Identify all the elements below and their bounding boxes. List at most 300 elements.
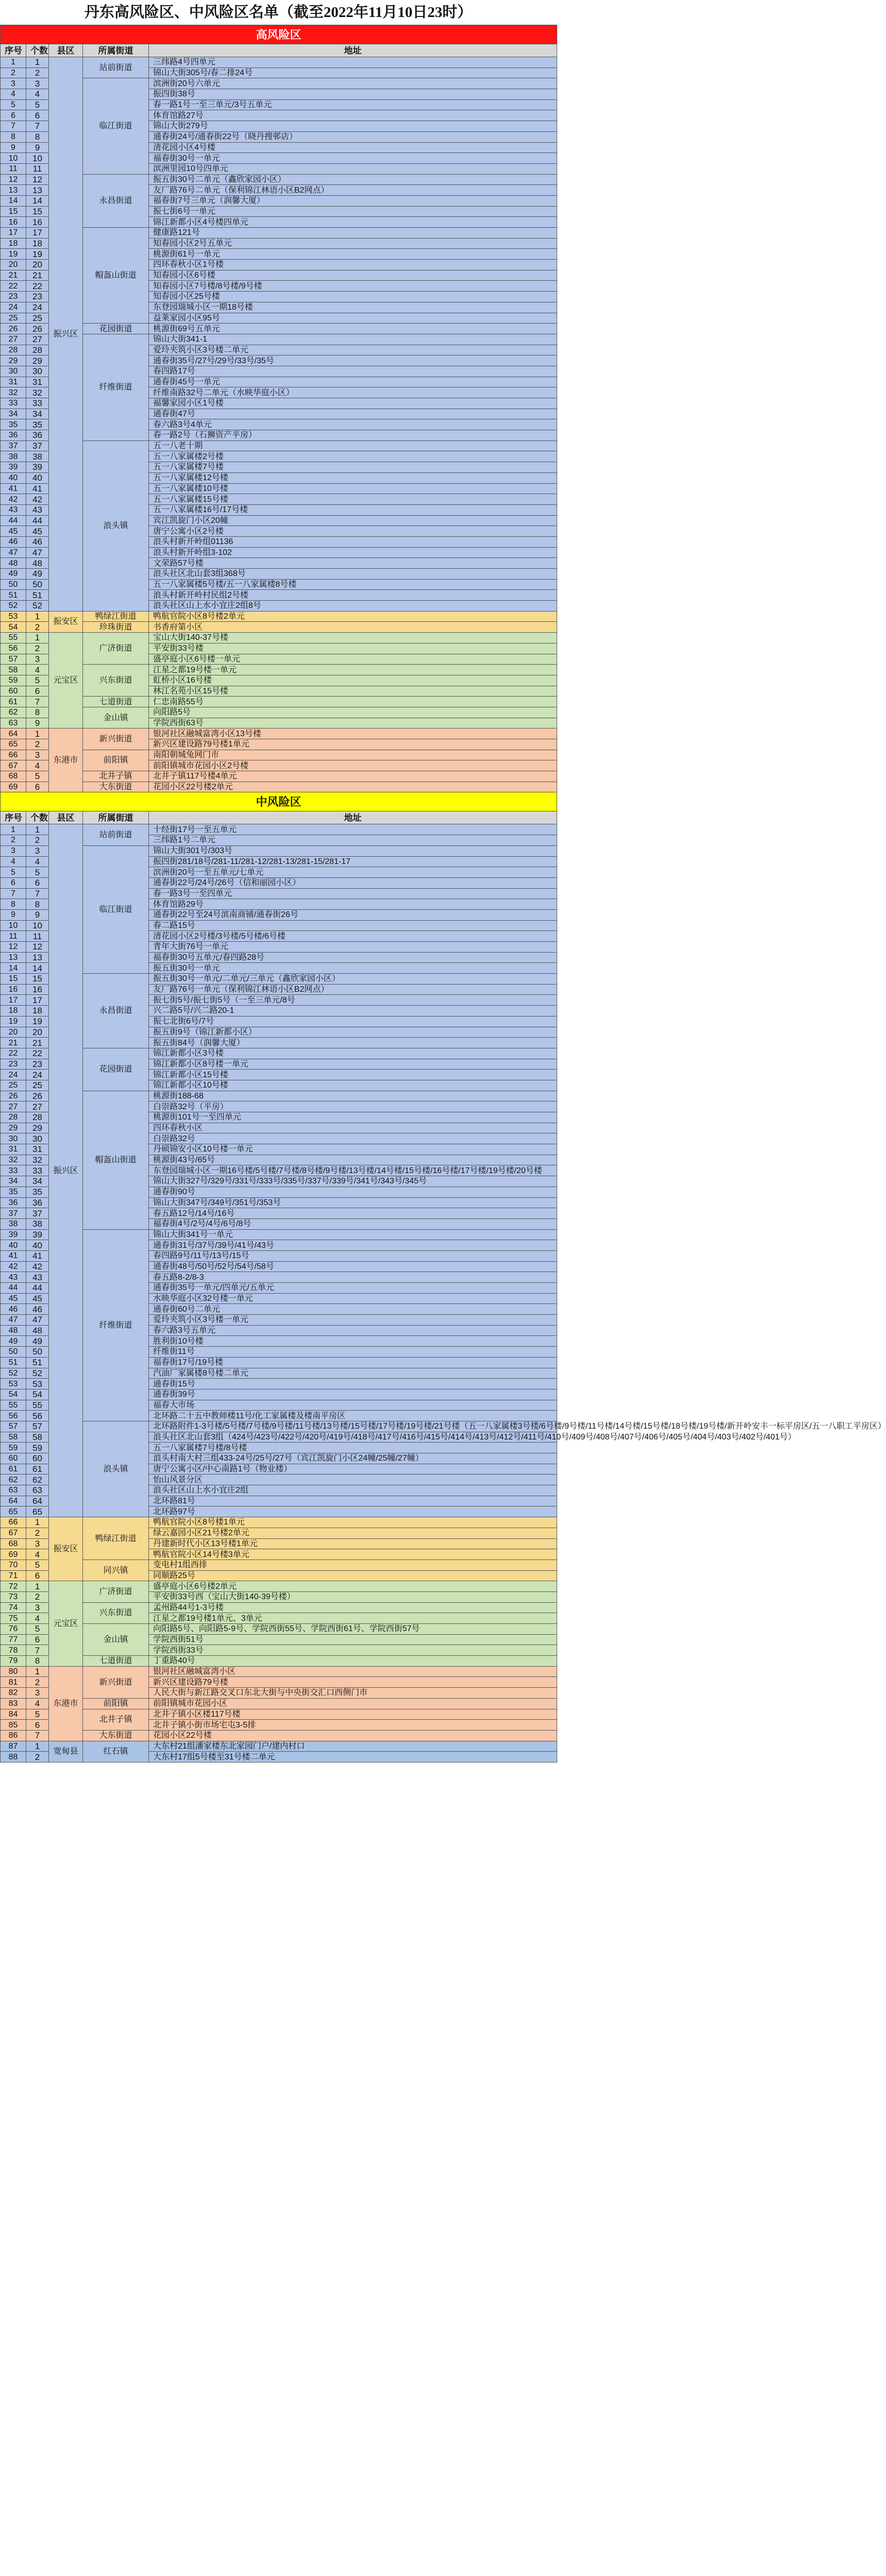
street-cell: 鸭绿江街道 (83, 611, 149, 622)
seq-cell: 45 (1, 526, 26, 537)
seq-cell: 44 (1, 515, 26, 526)
street-cell: 大东街道 (83, 782, 149, 792)
count-cell: 8 (26, 707, 49, 718)
table-row (1, 1656, 557, 1667)
street-cell: 纤维街道 (83, 334, 149, 440)
county-cell: 东港市 (49, 728, 83, 792)
count-cell: 18 (26, 238, 49, 249)
address-cell: 四环春秋小区 (149, 1123, 557, 1133)
seq-cell: 63 (1, 718, 26, 728)
section-band-row (1, 792, 557, 811)
seq-cell: 32 (1, 387, 26, 398)
table-row (1, 1048, 557, 1059)
address-cell: 福春大市场 (149, 1400, 557, 1411)
count-cell: 31 (26, 377, 49, 387)
address-cell: 五一八家属楼16号/17号楼 (149, 504, 557, 515)
count-cell: 2 (26, 1677, 49, 1688)
table-body (1, 25, 886, 1762)
seq-cell: 80 (1, 1666, 26, 1677)
count-cell: 38 (26, 451, 49, 462)
address-cell: 东登园瑞城小区一期18号楼 (149, 302, 557, 313)
address-cell: 健康路121号 (149, 228, 557, 239)
seq-cell: 33 (1, 1165, 26, 1176)
seq-cell: 62 (1, 707, 26, 718)
count-cell: 8 (26, 899, 49, 910)
seq-cell: 81 (1, 1677, 26, 1688)
count-cell: 4 (26, 1613, 49, 1624)
seq-cell: 29 (1, 355, 26, 366)
count-cell: 5 (26, 1560, 49, 1570)
address-cell: 益莱家园小区95号 (149, 313, 557, 324)
count-cell: 34 (26, 409, 49, 419)
address-cell: 五一八家属楼12号楼 (149, 472, 557, 483)
seq-cell: 67 (1, 760, 26, 771)
address-cell: 三纬路4号四单元 (149, 57, 557, 68)
seq-cell: 1 (1, 824, 26, 835)
seq-cell: 34 (1, 1176, 26, 1187)
header-address: 地址 (149, 44, 557, 57)
table-row (1, 665, 557, 675)
risk-area-table (0, 25, 886, 1762)
count-cell: 51 (26, 1357, 49, 1368)
address-cell: 大东村21组潘家楼东北家园门户/建内村口 (149, 1741, 557, 1752)
street-cell: 金山镇 (83, 1624, 149, 1656)
street-cell: 帽盔山街道 (83, 228, 149, 324)
count-cell: 5 (26, 771, 49, 782)
count-cell: 3 (26, 654, 49, 665)
address-cell: 书香府第小区 (149, 622, 557, 633)
address-cell: 水映华庭小区32号楼一单元 (149, 1293, 557, 1304)
count-cell: 51 (26, 590, 49, 601)
table-row (1, 1560, 557, 1570)
count-cell: 41 (26, 483, 49, 494)
count-cell: 5 (26, 1624, 49, 1635)
count-cell: 41 (26, 1250, 49, 1261)
count-cell: 6 (26, 110, 49, 121)
seq-cell: 31 (1, 1144, 26, 1155)
address-cell: 新兴区建设路79号楼1单元 (149, 739, 557, 750)
header-county: 县区 (49, 44, 83, 57)
address-cell: 学院西街33号 (149, 1645, 557, 1656)
seq-cell: 51 (1, 590, 26, 601)
address-cell: 向阳路5号、向阳路5-9号、学院西街55号、学院西街61号、学院西街57号 (149, 1624, 557, 1635)
address-cell: 知春园小区25号楼 (149, 292, 557, 302)
count-cell: 37 (26, 440, 49, 451)
seq-cell: 26 (1, 1091, 26, 1101)
address-cell: 学院西街51号 (149, 1634, 557, 1645)
seq-cell: 55 (1, 633, 26, 643)
address-cell: 浪头村南大村三组433-24号/25号/27号（宾江凯旋门小区24幢/25幢/27幢） (149, 1453, 557, 1464)
count-cell: 2 (26, 643, 49, 654)
count-cell: 45 (26, 526, 49, 537)
address-cell: 通春街48号/50号/52号/54号/58号 (149, 1261, 557, 1272)
count-cell: 20 (26, 1027, 49, 1038)
count-cell: 61 (26, 1464, 49, 1475)
address-cell: 五一八家属楼2号楼 (149, 451, 557, 462)
address-cell: 白崇路32号 (149, 1133, 557, 1144)
count-cell: 1 (26, 1517, 49, 1528)
address-cell: 前阳镇城市花园小区 (149, 1698, 557, 1709)
header-county: 县区 (49, 811, 83, 824)
count-cell: 3 (26, 78, 49, 89)
address-cell: 清花园小区4号楼 (149, 142, 557, 153)
seq-cell: 8 (1, 899, 26, 910)
count-cell: 55 (26, 1400, 49, 1411)
address-cell: 振五街30号一单元/二单元/三单元（鑫欣家园小区） (149, 974, 557, 985)
seq-cell: 41 (1, 483, 26, 494)
address-cell: 盛亭庭小区6号楼2单元 (149, 1581, 557, 1592)
table-row (1, 707, 557, 718)
count-cell: 46 (26, 1304, 49, 1315)
count-cell: 57 (26, 1421, 49, 1432)
seq-cell: 24 (1, 1070, 26, 1080)
seq-cell: 32 (1, 1155, 26, 1165)
seq-cell: 82 (1, 1688, 26, 1699)
address-cell: 汽油厂家属楼8号楼二单元 (149, 1368, 557, 1379)
address-cell: 振七北街6号/7号 (149, 1016, 557, 1027)
seq-cell: 4 (1, 856, 26, 867)
address-cell: 五一八老十期 (149, 440, 557, 451)
table-row (1, 1709, 557, 1720)
count-cell: 23 (26, 1059, 49, 1070)
address-cell: 怡山风景分区 (149, 1475, 557, 1485)
address-cell: 浪头村新开岭村民组2号楼 (149, 590, 557, 601)
count-cell: 7 (26, 121, 49, 132)
address-cell: 桃源街43号/65号 (149, 1155, 557, 1165)
address-cell: 桃源街101号一至四单元 (149, 1112, 557, 1123)
seq-cell: 48 (1, 1325, 26, 1336)
seq-cell: 50 (1, 1347, 26, 1358)
address-cell: 南阳朝城兔网门市 (149, 750, 557, 760)
address-cell: 平安街33号西（宝山大街140-39号楼） (149, 1591, 557, 1602)
count-cell: 26 (26, 324, 49, 334)
address-cell: 兴二路5号/兴二路20-1 (149, 1006, 557, 1016)
street-cell: 鸭绿江街道 (83, 1517, 149, 1560)
table-row (1, 1091, 557, 1101)
seq-cell: 69 (1, 782, 26, 792)
table-row (1, 1698, 557, 1709)
seq-cell: 2 (1, 835, 26, 846)
seq-cell: 59 (1, 1443, 26, 1453)
street-cell: 广济街道 (83, 1581, 149, 1602)
seq-cell: 11 (1, 163, 26, 174)
address-cell: 浪头社区北山套3组（424号/423号/422号/420号/419号/418号/417号/416号/415号/414号/413号/412号/411号/410号/409号/408号/407号/406号/405号/404号/403号/402号/401号） (149, 1432, 557, 1443)
count-cell: 10 (26, 153, 49, 164)
seq-cell: 20 (1, 260, 26, 270)
count-cell: 1 (26, 1741, 49, 1752)
table-row (1, 1666, 557, 1677)
section-title: 高风险区 (1, 25, 557, 44)
address-cell: 振七街5号/振七街5号（一至三单元/8号 (149, 995, 557, 1006)
table-row (1, 1581, 557, 1592)
count-cell: 30 (26, 1133, 49, 1144)
count-cell: 27 (26, 1101, 49, 1112)
address-cell: 锦山大街327号/329号/331号/333号/335号/337号/339号/341号/343号/345号 (149, 1176, 557, 1187)
address-cell: 浪头社区山上水小宜庄2组8号 (149, 601, 557, 612)
address-cell: 仁忠南路55号 (149, 697, 557, 707)
seq-cell: 88 (1, 1752, 26, 1762)
count-cell: 33 (26, 1165, 49, 1176)
address-cell: 北井子镇小街市场宅屯3-5排 (149, 1720, 557, 1731)
count-cell: 22 (26, 1048, 49, 1059)
count-cell: 4 (26, 665, 49, 675)
seq-cell: 38 (1, 1218, 26, 1229)
seq-cell: 18 (1, 1006, 26, 1016)
address-cell: 春一路1号一至三单元/3号五单元 (149, 99, 557, 110)
address-cell: 福春街7号三单元（润馨大厦） (149, 195, 557, 206)
count-cell: 3 (26, 1602, 49, 1613)
address-cell: 知春园小区2号五单元 (149, 238, 557, 249)
seq-cell: 50 (1, 579, 26, 590)
count-cell: 10 (26, 920, 49, 931)
street-cell: 帽盔山街道 (83, 1091, 149, 1229)
seq-cell: 35 (1, 419, 26, 430)
count-cell: 28 (26, 345, 49, 355)
address-cell: 三纬路1号二单元 (149, 835, 557, 846)
address-cell: 学院西街63号 (149, 718, 557, 728)
table-row (1, 228, 557, 239)
seq-cell: 12 (1, 942, 26, 953)
count-cell: 5 (26, 1709, 49, 1720)
address-cell: 鸭航官院小区14号楼3单元 (149, 1549, 557, 1560)
seq-cell: 57 (1, 1421, 26, 1432)
seq-cell: 70 (1, 1560, 26, 1570)
seq-cell: 64 (1, 728, 26, 739)
table-row (1, 1229, 557, 1240)
seq-cell: 25 (1, 1080, 26, 1091)
address-cell: 纤维南路32号二单元（水映华庭小区） (149, 387, 557, 398)
count-cell: 20 (26, 260, 49, 270)
address-cell: 纤维街11号 (149, 1347, 557, 1358)
seq-cell: 84 (1, 1709, 26, 1720)
street-cell: 前阳镇 (83, 1698, 149, 1709)
address-cell: 通春街60号二单元 (149, 1304, 557, 1315)
header-count: 个数 (26, 44, 49, 57)
address-cell: 十经街17号一至五单元 (149, 824, 557, 835)
address-cell: 锦山大街279号 (149, 121, 557, 132)
count-cell: 34 (26, 1176, 49, 1187)
address-cell: 银河社区融城富湾小区 (149, 1666, 557, 1677)
seq-cell: 27 (1, 334, 26, 345)
count-cell: 5 (26, 99, 49, 110)
address-cell: 北环路81号 (149, 1496, 557, 1506)
address-cell: 春四路9号/11号/13号/15号 (149, 1250, 557, 1261)
street-cell: 临江街道 (83, 845, 149, 973)
table-row (1, 78, 557, 89)
address-cell: 桃源街69号五单元 (149, 324, 557, 334)
count-cell: 45 (26, 1293, 49, 1304)
count-cell: 3 (26, 1688, 49, 1699)
count-cell: 23 (26, 292, 49, 302)
table-row (1, 622, 557, 633)
address-cell: 林江名苑小区15号楼 (149, 686, 557, 697)
table-row (1, 1602, 557, 1613)
address-cell: 滨洲街20号六单元 (149, 78, 557, 89)
address-cell: 四环春秋小区1号楼 (149, 260, 557, 270)
seq-cell: 31 (1, 377, 26, 387)
seq-cell: 52 (1, 601, 26, 612)
address-cell: 爱玲夹筑小区3号楼二单元 (149, 345, 557, 355)
address-cell: 桃源街61号一单元 (149, 249, 557, 260)
address-cell: 滨洲街20号一至五单元/七单元 (149, 867, 557, 878)
street-cell: 红石镇 (83, 1741, 149, 1762)
count-cell: 18 (26, 1006, 49, 1016)
count-cell: 53 (26, 1379, 49, 1389)
count-cell: 48 (26, 1325, 49, 1336)
count-cell: 16 (26, 217, 49, 228)
seq-cell: 54 (1, 1389, 26, 1400)
seq-cell: 6 (1, 110, 26, 121)
table-row (1, 824, 557, 835)
header-count: 个数 (26, 811, 49, 824)
count-cell: 59 (26, 1443, 49, 1453)
table-row (1, 57, 557, 68)
seq-cell: 64 (1, 1496, 26, 1506)
table-row (1, 1624, 557, 1635)
count-cell: 2 (26, 1528, 49, 1538)
seq-cell: 68 (1, 1538, 26, 1549)
count-cell: 54 (26, 1389, 49, 1400)
address-cell: 福春街30号五单元/春四路28号 (149, 952, 557, 963)
address-cell: 锦山大街341-1 (149, 334, 557, 345)
seq-cell: 12 (1, 174, 26, 185)
address-cell: 通春街24号/通春街22号（晓丹搜邨店） (149, 131, 557, 142)
count-cell: 52 (26, 1368, 49, 1379)
seq-cell: 69 (1, 1549, 26, 1560)
address-cell: 同顺路25号 (149, 1570, 557, 1581)
address-cell: 振五街84号（润馨大厦） (149, 1038, 557, 1048)
count-cell: 46 (26, 536, 49, 547)
seq-cell: 16 (1, 217, 26, 228)
seq-cell: 13 (1, 952, 26, 963)
address-cell: 春六路3号4单元 (149, 419, 557, 430)
count-cell: 65 (26, 1506, 49, 1517)
seq-cell: 54 (1, 622, 26, 633)
header-street: 所属街道 (83, 44, 149, 57)
count-cell: 2 (26, 67, 49, 78)
address-cell: 春五路8-2/8-3 (149, 1272, 557, 1283)
seq-cell: 47 (1, 1315, 26, 1326)
count-cell: 6 (26, 1720, 49, 1731)
table-row (1, 771, 557, 782)
address-cell: 通春街35号/27号/29号/33号/35号 (149, 355, 557, 366)
count-cell: 32 (26, 387, 49, 398)
seq-cell: 30 (1, 366, 26, 377)
count-cell: 63 (26, 1485, 49, 1496)
count-cell: 4 (26, 89, 49, 100)
address-cell: 五一八家属楼5号楼/五一八家属楼8号楼 (149, 579, 557, 590)
seq-cell: 55 (1, 1400, 26, 1411)
street-cell: 北井子镇 (83, 1709, 149, 1730)
count-cell: 9 (26, 718, 49, 728)
street-cell: 浪头镇 (83, 440, 149, 611)
address-cell: 体育馆路29号 (149, 899, 557, 910)
address-cell: 爱玲夹筑小区3号楼一单元 (149, 1315, 557, 1326)
seq-cell: 41 (1, 1250, 26, 1261)
seq-cell: 37 (1, 1208, 26, 1219)
street-cell: 七道街道 (83, 697, 149, 707)
address-cell: 知春园小区6号楼 (149, 270, 557, 281)
seq-cell: 7 (1, 121, 26, 132)
seq-cell: 46 (1, 1304, 26, 1315)
county-cell: 振兴区 (49, 57, 83, 612)
seq-cell: 9 (1, 142, 26, 153)
seq-cell: 8 (1, 131, 26, 142)
seq-cell: 3 (1, 78, 26, 89)
seq-cell: 47 (1, 547, 26, 558)
county-cell: 宽甸县 (49, 1741, 83, 1762)
seq-cell: 73 (1, 1591, 26, 1602)
count-cell: 7 (26, 1730, 49, 1741)
count-cell: 27 (26, 334, 49, 345)
street-cell: 广济街道 (83, 633, 149, 665)
seq-cell: 51 (1, 1357, 26, 1368)
address-cell: 花园小区22号楼2单元 (149, 782, 557, 792)
count-cell: 39 (26, 462, 49, 473)
seq-cell: 36 (1, 1197, 26, 1208)
count-cell: 5 (26, 867, 49, 878)
seq-cell: 40 (1, 472, 26, 483)
count-cell: 8 (26, 131, 49, 142)
seq-cell: 25 (1, 313, 26, 324)
address-cell: 五一八家属楼7号楼 (149, 462, 557, 473)
seq-cell: 34 (1, 409, 26, 419)
count-cell: 32 (26, 1155, 49, 1165)
seq-cell: 38 (1, 451, 26, 462)
address-cell: 通春街15号 (149, 1379, 557, 1389)
seq-cell: 67 (1, 1528, 26, 1538)
county-cell: 元宝区 (49, 633, 83, 728)
seq-cell: 65 (1, 1506, 26, 1517)
count-cell: 30 (26, 366, 49, 377)
count-cell: 3 (26, 1538, 49, 1549)
street-cell: 永昌街道 (83, 974, 149, 1048)
address-cell: 振七街6号一单元 (149, 206, 557, 217)
street-cell: 兴东街道 (83, 665, 149, 697)
address-cell: 锦江新都小区8号楼一单元 (149, 1059, 557, 1070)
address-cell: 银河社区融城富湾小区13号楼 (149, 728, 557, 739)
seq-cell: 23 (1, 1059, 26, 1070)
seq-cell: 5 (1, 99, 26, 110)
county-cell: 东港市 (49, 1666, 83, 1741)
count-cell: 7 (26, 697, 49, 707)
count-cell: 1 (26, 824, 49, 835)
seq-cell: 59 (1, 675, 26, 686)
count-cell: 7 (26, 1645, 49, 1656)
seq-cell: 66 (1, 750, 26, 760)
address-cell: 锦江新都小区3号楼 (149, 1048, 557, 1059)
address-cell: 东登园瑞城小区一期16号楼/5号楼/7号楼/8号楼/9号楼/13号楼/14号楼/15号楼/16号楼/17号楼/19号楼/20号楼 (149, 1165, 557, 1176)
address-cell: 宝山大街140-37号楼 (149, 633, 557, 643)
seq-cell: 30 (1, 1133, 26, 1144)
seq-cell: 26 (1, 324, 26, 334)
seq-cell: 76 (1, 1624, 26, 1635)
count-cell: 21 (26, 270, 49, 281)
address-cell: 花园小区22号楼 (149, 1730, 557, 1741)
address-cell: 丹硕锦安小区10号楼一单元 (149, 1144, 557, 1155)
count-cell: 9 (26, 909, 49, 920)
address-cell: 春五路12号/14号/16号 (149, 1208, 557, 1219)
address-cell: 锦山大街301号/303号 (149, 845, 557, 856)
seq-cell: 36 (1, 430, 26, 441)
seq-cell: 39 (1, 1229, 26, 1240)
count-cell: 24 (26, 302, 49, 313)
seq-cell: 56 (1, 1411, 26, 1421)
address-cell: 江星之都19号楼1单元、3单元 (149, 1613, 557, 1624)
address-cell: 春一路3号一至四单元 (149, 888, 557, 899)
address-cell: 友厂路76号二单元（保利锦江林语小区B2网点） (149, 185, 557, 196)
count-cell: 64 (26, 1496, 49, 1506)
